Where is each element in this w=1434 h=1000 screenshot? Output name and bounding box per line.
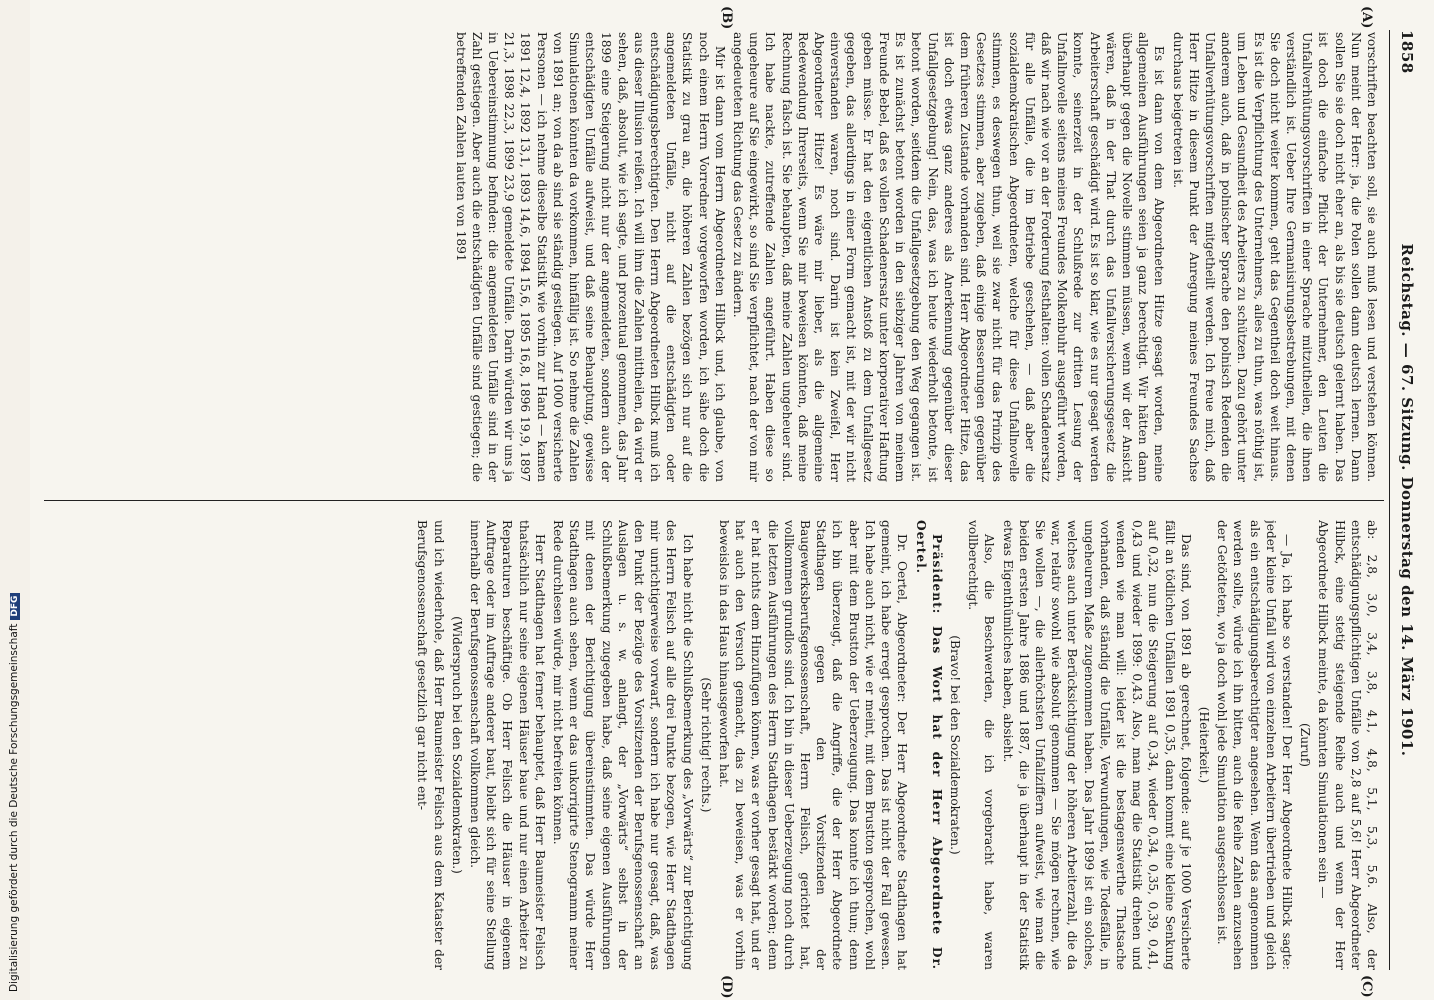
- page-title: Reichstag. — 67. Sitzung. Donnerstag den 14. März 1901.: [1398, 243, 1416, 757]
- credit-text: Digitalisierung gefördert durch die Deutsche Forschungsgemeinschaft: [8, 623, 20, 992]
- interjection: (Bravo! bei den Sozialdemokraten.): [947, 635, 962, 855]
- interjection: (Widerspruch bei den Sozialdemokraten.): [449, 616, 464, 874]
- page-number: 1858: [1398, 30, 1416, 74]
- paragraph: ab: 2,8, 3,0, 3,4, 3,8, 4,1, 4,8, 5,1, 5,3, 5,6. Also, der entschädigungspflichtigen Unfälle von 2,8 auf 5,6! Herr Abgeordneter Hilbck, eine stetig steigende Reihe auch und wenn der Herr Abgeordnete Hilbck meinte, da könnten Simulationen sein —: [1316, 520, 1379, 970]
- digitization-credit: [8, 593, 20, 992]
- rotated-page-content: [30, 0, 1434, 1000]
- paragraph: Dr. Oertel, Abgeordneter: Der Herr Abgeordnete Stadthagen hat gemeint, ich habe erregt gesprochen. Das ist nicht der Fall gewesen. Ich habe auch nicht, wie er meint, mit dem Brustton gesprochen, wohl aber mit dem Brustton der Ueberzeugung. Das konnte ich thun; denn ich bin überzeugt, daß die Angriffe, die der Herr Abgeordnete Stadthagen gegen den Vorsitzenden der Baugewerksberufsgenossenschaft, Herrn Felisch, gerichtet hat, vollkommen grundlos sind. Ich bin in dieser Ueberzeugung noch durch die letzten Ausführungen des Herrn Stadthagen bestärkt worden; denn er hat nichts dem Hinzufügen können, was er vorher gesagt hat, und er hat auch den Versuch gemacht, das zu beweisen, was er vorhin beweislos in das Haus hinausgeworfen hat.: [717, 520, 910, 970]
- interjection: (Sehr richtig! rechts.): [698, 677, 713, 813]
- paragraph: und ich wiederhole, daß Herr Baumeister Felisch aus dem Kataster der Berufsgenossenschaft gesetzlich gar nicht ent-: [415, 520, 446, 970]
- column-divider: [44, 500, 1384, 501]
- paragraph: Es ist dann von dem Abgeordneten Hitze gesagt worden, meine allgemeinen Ausführungen seien ja ganz berechtigt. Wir hätten dann überhaupt gegen die Novelle stimmen müssen, wenn wir der Ansicht wären, daß in der That durch das Unfallversicherungsgesetz die Arbeiterschaft geschädigt wird. Es ist so klar, wie es nur gesagt werden konnte, seinerzeit in der Schlußrede zur dritten Lesung der Unfallnovelle seitens meines Freundes Molkenbuhr ausgeführt worden, daß wir nach wie vor an der Forderung festhalten: vollen Schadenersatz für alle Unfälle, die im Betriebe geschehen, — daß aber die sozialdemokratischen Abgeordneten, welche für diese Unfallnovelle stimmen, es deswegen thun, weil sie zwar nicht für das Prinzip des Gesetzes stimmen, aber zugeben, daß einige Besserungen gegenüber dem früheren Zustande vorhanden sind. Herr Abgeordneter Hitze, das ist doch etwas ganz anderes als Anerkennung gegenüber dieser Unfallgesetzgebung! Nein, das, was ich heute wiederholt betonte, ist betont worden, seitdem die Unfallgesetzgebung den Weg gegangen ist. Es ist zunächst betont worden in den siebziger Jahren von meinem Freunde Bebel, daß es vollen Schadenersatz unter korporativer Haftung geben müsse. Er hat den eigentlichen Anstoß zu dem Unfallgesetz gegeben, das allerdings in einer Form gemacht ist, mit der wir nicht einverstanden waren, noch sind. Darin ist kein Zweifel, Herr Abgeordneter Hitze! Es wäre mir lieber, als die allgemeine Redewendung Ihrerseits, wenn Sie mir beweisen könnten, daß meine Rechnung falsch ist. Sie behaupten, daß meine Zahlen ungeheuer sind. Ich habe nackte, zutreffende Zahlen angeführt. Haben diese so ungeheure auf Sie eingewirkt, so sind Sie verpflichtet, nach der von mir angedeuteten Richtung das Gesetz zu ändern.: [731, 32, 1167, 482]
- left-column: [40, 32, 1380, 482]
- margin-mark-b: (B): [719, 6, 734, 30]
- margin-mark-a: (A): [1359, 6, 1374, 29]
- paragraph: vorschriften beachten soll, sie auch muß lesen und verstehen können. Nun meint der Herr: ja, die Polen sollen dann deutsch lernen. Dann sollen Sie sie doch nicht eher an, als bis sie deutsch gelernt haben. Das ist doch die einfache Pflicht der Unternehmer, den Leuten die Unfallverhütungsvorschriften in einer Sprache mitzutheilen, die ihnen verständlich ist. Ueber Ihre Germanisirungsbestrebungen, mit denen Sie doch nicht weiter kommen, geht das Gegentheil doch weit hinaus. Es ist die Verpflichtung des Unternehmers, alles zu thun, was nöthig ist, um Leben und Gesundheit des Arbeiters zu schützen. Dazu gehört unter anderem auch, daß in polnischer Sprache den polnisch Redenden die Unfallverhütungsvorschriften mitgetheilt werden. Ich freue mich, daß Herr Hitze in diesem Punkt der Anregung meines Freundes Sachse durchaus beigetreten ist.: [1170, 32, 1379, 482]
- paragraph: Also, die Beschwerden, die ich vorgebracht habe, waren vollberechtigt.: [966, 520, 997, 970]
- paragraph: Ich habe nicht die Schlußbemerkung des „Vorwärts“ zur Berichtigung des Herrn Felisch auf alle drei Punkte bezogen, wie Herr Stadthagen mir unrichtigerweise vorwarf, sondern ich habe nur gesagt, daß, was den Punkt der Bezüge des Vorsitzenden der Berufsgenossenschaft an Auslagen u. s. w. anlangt, der „Vorwärts“ selbst in der Schlußbemerkung zugegeben habe, daß seine eigenen Ausführungen mit denen der Berichtigung übereinstimmten. Das würde Herr Stadthagen auch sehen, wenn er das unkorrigirte Stenogramm meiner Rede durchlesen würde, mir nicht befreiten können.: [551, 520, 695, 970]
- margin-mark-d: (D): [719, 975, 734, 999]
- paragraph: Herr Stadthagen hat ferner behauptet, daß Herr Baumeister Felisch thatsächlich nur seine eigenen Häuser baue und nur einen Arbeiter zu Reparaturen beschäftige. Ob Herr Felisch die Häuser in eigenem Auftrage oder im Auftrage anderer baut, bleibt sich für seine Stellung innerhalb der Berufsgenossenschaft vollkommen gleich.: [468, 520, 547, 970]
- interjection: (Heiterkeit.): [1196, 706, 1211, 784]
- header-rule: [1389, 30, 1390, 970]
- interjection: (Zuruf): [1298, 722, 1313, 767]
- paragraph: Mir ist dann vom Herrn Abgeordneten Hilbck und, ich glaube, von noch einem Herrn Vorredner vorgeworfen worden, ich sähe doch die Statistik zu grau an, die höheren Zahlen bezögen sich nur auf die angemeldeten Unfälle, nicht auf die entschädigten oder entschädigungsberechtigten. Den Herrn Abgeordneten Hilbck muß ich aus dieser Illusion reißen. Ich will ihm die Zahlen mittheilen, da wird er sehen, daß, absolut, wie ich sagte, und prozentual genommen, das Jahr 1899 eine Steigerung nicht nur der angemeldeten, sondern auch der entschädigten Unfälle aufweist, und daß seine Behauptung, gewisse Simulationen könnten da vorkommen, hinfällig ist. So nehme die Zahlen von 1891 an; von da ab sind sie ständig gestiegen. Auf 1000 versicherte Personen — ich nehme dieselbe Statistik wie vorhin zur Hand — kamen 1891 12,4, 1892 13,1, 1893 14,6, 1894 15,6, 1895 16,8, 1896 19,9, 1897 21,3, 1898 22,3, 1899 23,9 gemeldete Unfälle. Darin würden wir uns ja in Uebereinstimmung befinden: die angemeldeten Unfälle sind in der Zahl gestiegen. Aber auch die entschädigten Unfälle sind gestiegen; die betreffenden Zahlen lauten von 1891: [453, 32, 727, 482]
- page-header: [1388, 30, 1424, 970]
- paragraph: Das sind, von 1891 ab gerechnet, folgende: auf je 1000 Versicherte fällt an tödlichen Unfällen 1891 0,35, dann kommt eine kleine Senkung auf 0,32, nun die Steigerung auf 0,34, wieder 0,34, 0,35, 0,39, 0,41, 0,43 und wieder 1899: 0,43. Also, man mag die Statistik drehen und wenden wie man will: leider ist die bestagenswerthe Thatsache vorhanden, daß ständig die Unfälle, Verwundungen, wie Todesfälle, in ungeheurem Maße zugenommen haben. Das Jahr 1899 ist ein solches, welches auch unter Berücksichtigung der höheren Arbeiterzahl, die da war, relativ sowohl wie absolut genommen — Sie mögen rechnen, wie Sie wollen —, die allerhöchsten Unfallziffern aufweist, wie man die beiden ersten Jahre 1886 und 1887, die ja überhaupt in der Statistik etwas Eigenthümliches haben, absieht.: [1000, 520, 1193, 970]
- margin-mark-c: (C): [1359, 975, 1374, 998]
- scanned-page: [30, 0, 1434, 1000]
- dfg-logo: DFG: [10, 593, 20, 620]
- paragraph: — Ja, ich habe so verstanden! Der Herr Abgeordnete Hilbck sagte: jeder kleine Unfall wird von einzelnen Arbeitern übertrieben und gleich als ein entschädigungsberechtigter angesehen. Wenn das angenommen werden sollte, würde ich ihn bitten, auch die Reihe Zahlen anzusehen der Getödteten, wo ja doch wohl jede Simulation ausgeschlossen ist.: [1215, 520, 1294, 970]
- right-column: [40, 520, 1380, 970]
- speaker-line: Präsident: Das Wort hat der Herr Abgeordnete Dr. Oertel.: [913, 520, 944, 970]
- digitization-credit-strip: [0, 0, 30, 1000]
